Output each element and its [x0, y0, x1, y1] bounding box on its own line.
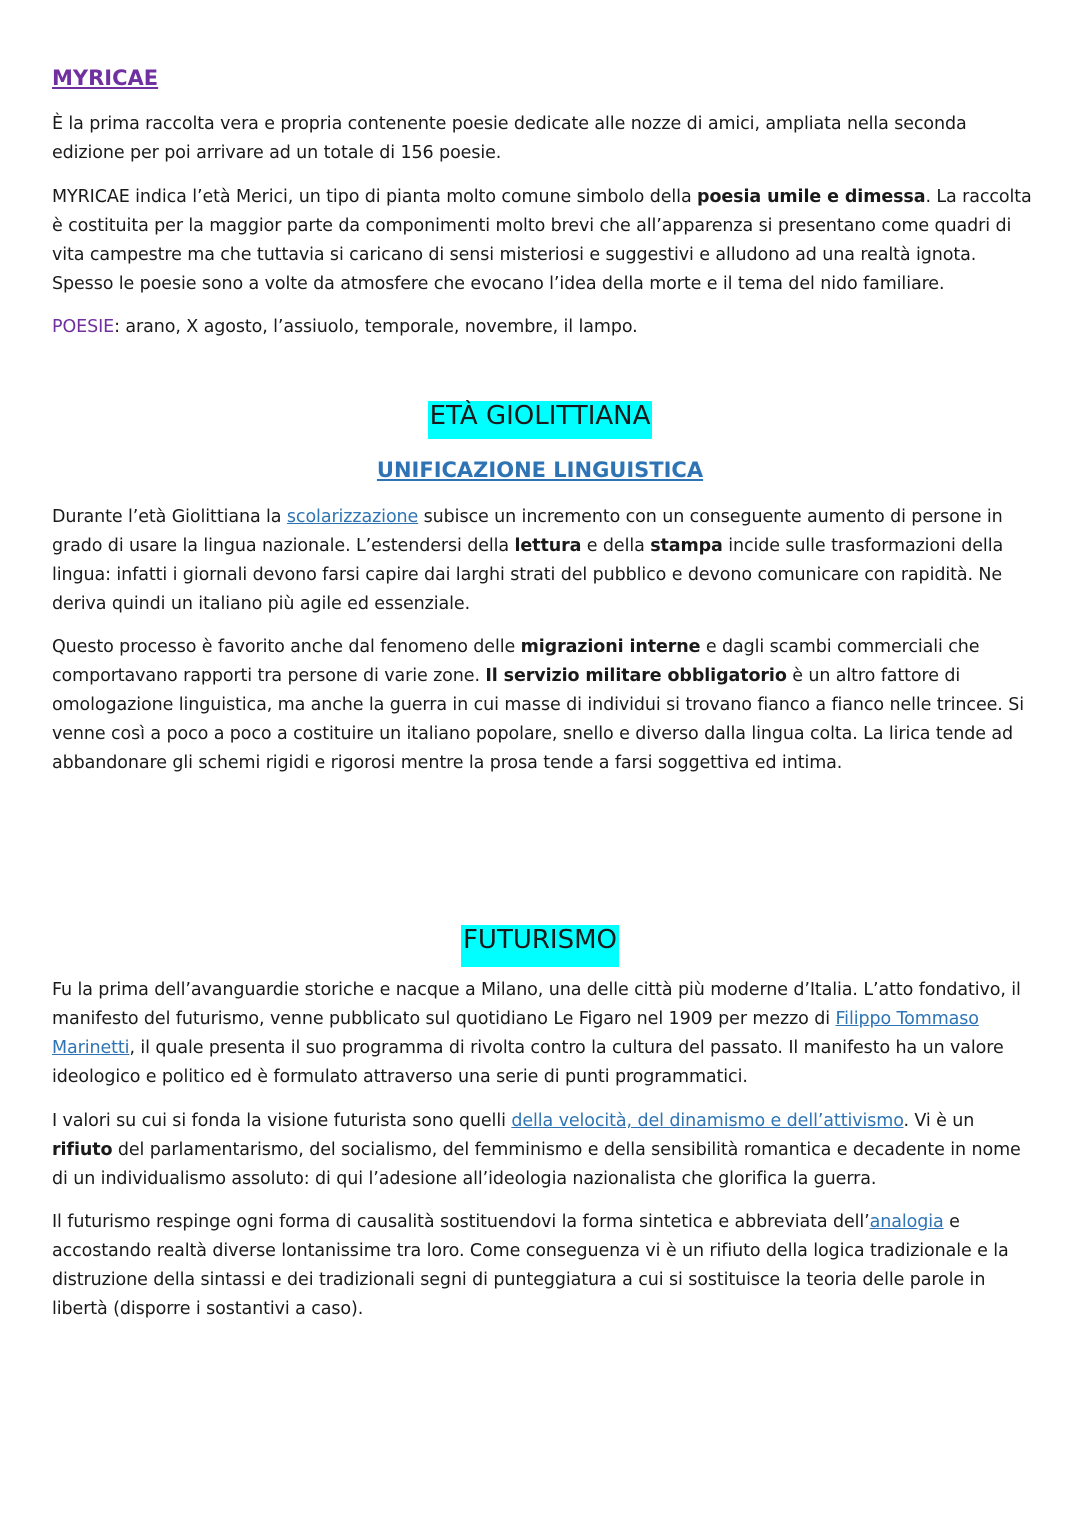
poesie-list: : arano, X agosto, l’assiuolo, temporale, novembre, il lampo.: [114, 317, 638, 337]
text-run: . Vi è un: [903, 1111, 975, 1131]
futurismo-p1-text: [52, 976, 1037, 1092]
text-run: Il futurismo respinge ogni forma di causalità sostituendovi la forma sintetica e abbreviata dell’: [52, 1212, 870, 1232]
bold-text: migrazioni interne: [520, 637, 701, 657]
bold-text: stampa: [650, 536, 723, 556]
text-run: è un altro fattore di omologazione linguistica, ma anche la guerra in cui masse di individui si trovano fianco a fianco nelle trincee. Si venne così a poco a poco a costituire un italiano popolare, snello e diverso dalla lingua colta. La lirica tende ad abbandonare gli schemi rigidi e rigorosi mentre la prosa tende a farsi soggettiva ed intima.: [52, 666, 1024, 773]
text-run: subisce un incremento con un conseguente aumento di persone in grado di usare la lingua nazionale. L’estendersi della: [52, 507, 1003, 556]
giolitti-p2-text: [52, 633, 1037, 778]
marinetti-link[interactable]: Filippo Tommaso Marinetti: [52, 1009, 979, 1058]
giolitti-paragraph-2: [52, 633, 1037, 778]
bold-text: poesia umile e dimessa: [697, 187, 926, 207]
bold-text: rifiuto: [52, 1140, 113, 1160]
giolitti-title-block: [0, 401, 1080, 439]
giolitti-paragraph-1: [52, 503, 1037, 619]
text-run: I valori su cui si fonda la visione futurista sono quelli: [52, 1111, 512, 1131]
futurismo-p3-text: [52, 1208, 1037, 1324]
giolitti-subtitle: UNIFICAZIONE LINGUISTICA: [376, 458, 704, 482]
myricae-p2-text: [52, 183, 1037, 299]
myricae-heading-block: [52, 64, 1037, 92]
text-run: Questo processo è favorito anche dal fenomeno delle: [52, 637, 521, 657]
futurismo-title: FUTURISMO: [461, 925, 619, 967]
giolitti-title: ETÀ GIOLITTIANA: [428, 401, 653, 439]
futurismo-paragraph-3: [52, 1208, 1037, 1324]
text-run: Durante l’età Giolittiana la: [52, 507, 287, 527]
myricae-paragraph-1: [52, 110, 1037, 168]
poesie-label: POESIE: [52, 317, 115, 337]
giolitti-subtitle-block: [0, 456, 1080, 484]
scolarizzazione-link[interactable]: scolarizzazione: [286, 507, 419, 527]
valori-link[interactable]: della velocità, del dinamismo e dell’attivismo: [511, 1111, 904, 1131]
text-run: . La raccolta è costituita per la maggior parte da componimenti molto brevi che all’apparenza si presentano come quadri di vita campestre ma che tuttavia si caricano di sensi misteriosi e suggestivi e alludono ad una realtà ignota. Spesso le poesie sono a volte da atmosfere che evocano l’idea della morte e il tema del nido familiare.: [52, 187, 1032, 294]
bold-text: Il servizio militare obbligatorio: [485, 666, 787, 686]
text-run: MYRICAE indica l’età Merici, un tipo di pianta molto comune simbolo della: [52, 187, 698, 207]
futurismo-title-block: [0, 925, 1080, 967]
myricae-paragraph-2: [52, 183, 1037, 299]
text-run: e accostando realtà diverse lontanissime tra loro. Come conseguenza vi è un rifiuto della logica tradizionale e la distruzione della sintassi e dei tradizionali segni di punteggiatura a cui si sostituisce la teoria delle parole in libertà (disporre i sostantivi a caso).: [52, 1212, 1009, 1319]
text-run: , il quale presenta il suo programma di rivolta contro la cultura del passato. Il manifesto ha un valore ideologico e politico ed è formulato attraverso una serie di punti programmatici.: [52, 1038, 1004, 1087]
myricae-heading: MYRICAE: [52, 66, 159, 90]
text-run: incide sulle trasformazioni della lingua: infatti i giornali devono farsi capire dai larghi strati del pubblico e devono comunicare con rapidità. Ne deriva quindi un italiano più agile ed essenziale.: [52, 536, 1004, 614]
text-run: e della: [581, 536, 651, 556]
text-run: e dagli scambi commerciali che comportavano rapporti tra persone di varie zone.: [52, 637, 980, 686]
futurismo-paragraph-2: [52, 1107, 1037, 1194]
giolitti-p1-text: [52, 503, 1037, 619]
text-run: del parlamentarismo, del socialismo, del femminismo e della sensibilità romantica e decadente in nome di un individualismo assoluto: di qui l’adesione all’ideologia nazionalista che glorifica la guerra.: [52, 1140, 1021, 1189]
futurismo-paragraph-1: [52, 976, 1037, 1092]
analogia-link[interactable]: analogia: [869, 1212, 944, 1232]
text-run: Fu la prima dell’avanguardie storiche e nacque a Milano, una delle città più moderne d’Italia. L’atto fondativo, il manifesto del futurismo, venne pubblicato sul quotidiano Le Figaro nel 1909 per mezzo di: [52, 980, 1021, 1029]
myricae-poesie-line: [52, 313, 1037, 342]
futurismo-p2-text: [52, 1107, 1037, 1194]
bold-text: lettura: [514, 536, 582, 556]
myricae-p1-text: È la prima raccolta vera e propria contenente poesie dedicate alle nozze di amici, ampliata nella seconda edizione per poi arrivare ad un totale di 156 poesie.: [52, 114, 967, 163]
